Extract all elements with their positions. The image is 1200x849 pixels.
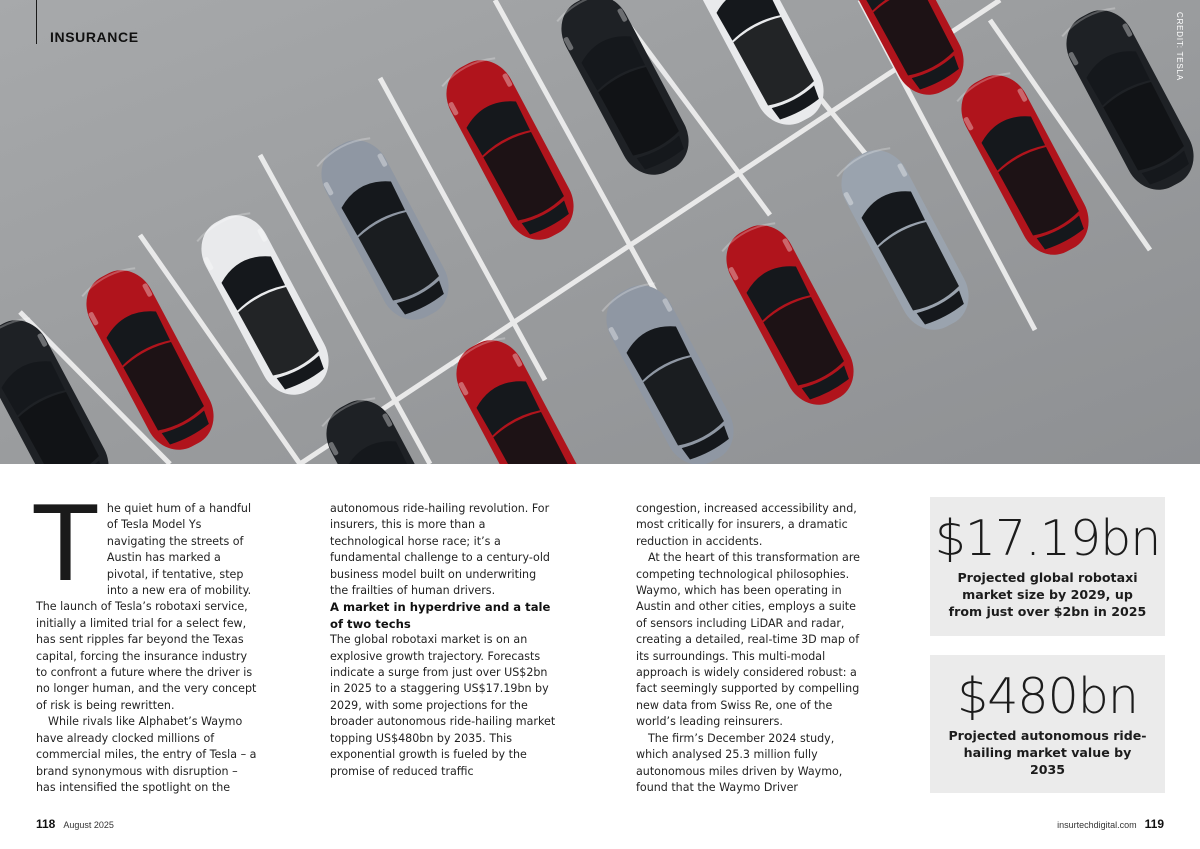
opening-paragraph <box>34 485 258 714</box>
article-column-3 <box>636 501 862 796</box>
paragraph: At the heart of this transformation are competing technological philosophies. Waymo, which has been operating in Austin and other cities, employs a suite of sensors including LiDAR and radar, creating a detailed, real-time 3D map of its surroundings. This multi-modal approach is widely considered robust: a fact seemingly supported by compelling new data from Swiss Re, one of the world’s leading reinsurers. <box>636 551 860 729</box>
stat-caption: Projected autonomous ride-hailing market value by 2035 <box>948 728 1147 777</box>
paragraph: The global robotaxi market is on an explosive growth trajectory. Forecasts indicate a surge from just over US$2bn in 2025 to a staggering US$17.19bn by 2029, with some projections for the broader autonomous ride-hailing market topping US$480bn by 2035. This exponential growth is fueled by the promise of reduced traffic <box>330 633 556 778</box>
article-column-1 <box>34 485 258 796</box>
drop-cap: T <box>34 485 97 605</box>
footer-right <box>1057 815 1164 833</box>
page-number-right: 119 <box>1144 817 1164 831</box>
paragraph: While rivals like Alphabet’s Waymo have already clocked millions of commercial miles, the entry of Tesla – a brand synonymous with disruption – has intensified the spotlight on the <box>36 715 257 794</box>
footer-left <box>36 815 114 833</box>
stat-box-ride-hailing-market <box>930 655 1165 793</box>
section-label: INSURANCE <box>36 0 139 44</box>
issue-date: August 2025 <box>63 820 114 830</box>
subheading: A market in hyperdrive and a tale of two techs <box>330 600 551 631</box>
paragraph: The firm’s December 2024 study, which analysed 25.3 million fully autonomous miles driven by Waymo, found that the Waymo Driver <box>636 731 843 794</box>
stat-caption: Projected global robotaxi market size by 2029, up from just over $2bn in 2025 <box>948 570 1147 619</box>
article-column-2 <box>330 501 556 780</box>
paragraph: autonomous ride-hailing revolution. For insurers, this is more than a technological horse race; it’s a fundamental challenge to a century-old business model built on underwriting the frailties of human drivers. <box>330 502 550 598</box>
stat-figure: $480bn <box>957 668 1138 725</box>
paragraph: congestion, increased accessibility and, most critically for insurers, a dramatic reduction in accidents. <box>636 502 857 548</box>
opening-text: he quiet hum of a handful of Tesla Model Ys navigating the streets of Austin has marked a pivotal, if tentative, step into a new era of mobility. The launch of Tesla’s robotaxi service, initially a limited trial for a select few, has sent ripples far beyond the Texas capital, forcing the insurance industry to confront a future where the driver is no longer human, and the very concept of risk is being rewritten. <box>36 502 257 712</box>
website-link[interactable]: insurtechdigital.com <box>1057 820 1137 830</box>
photo-credit: CREDIT: TESLA <box>1175 12 1184 81</box>
stat-figure: $17.19bn <box>934 510 1161 567</box>
stat-box-robotaxi-market <box>930 497 1165 636</box>
page-number-left: 118 <box>36 817 56 831</box>
